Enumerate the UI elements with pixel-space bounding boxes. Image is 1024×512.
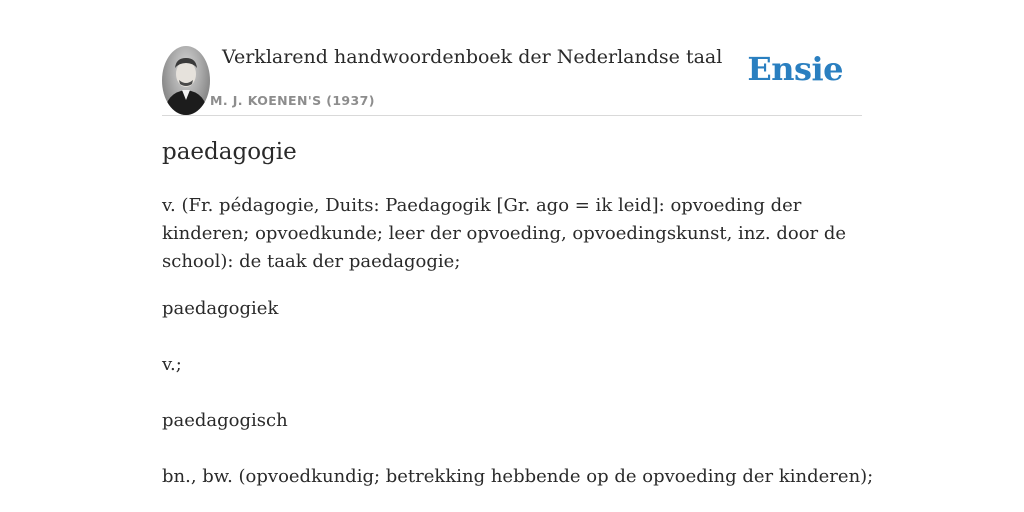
sub-entry-term: paedagogisch — [162, 410, 288, 431]
header — [162, 0, 862, 116]
book-author: M. J. KOENEN'S (1937) — [210, 93, 375, 108]
sub-entry-definition: bn., bw. (opvoedkundig; betrekking hebbende op de opvoeding der kinderen); — [162, 466, 874, 487]
sub-entry-term: paedagogiek — [162, 298, 279, 319]
entry-headword: paedagogie — [162, 139, 297, 165]
ensie-logo-link[interactable]: Ensie — [747, 50, 843, 88]
author-portrait-icon — [162, 46, 210, 115]
page — [162, 0, 874, 512]
entry-definition: v. (Fr. pédagogie, Duits: Paedagogik [Gr. ago = ik leid]: opvoeding der kinderen; opvoedkunde; leer der opvoeding, opvoedingskunst, inz. door de school): de taak der paedagogie; — [162, 195, 847, 272]
sub-entry-definition: v.; — [162, 354, 182, 375]
book-title[interactable]: Verklarend handwoordenboek der Nederlandse taal — [222, 46, 723, 68]
